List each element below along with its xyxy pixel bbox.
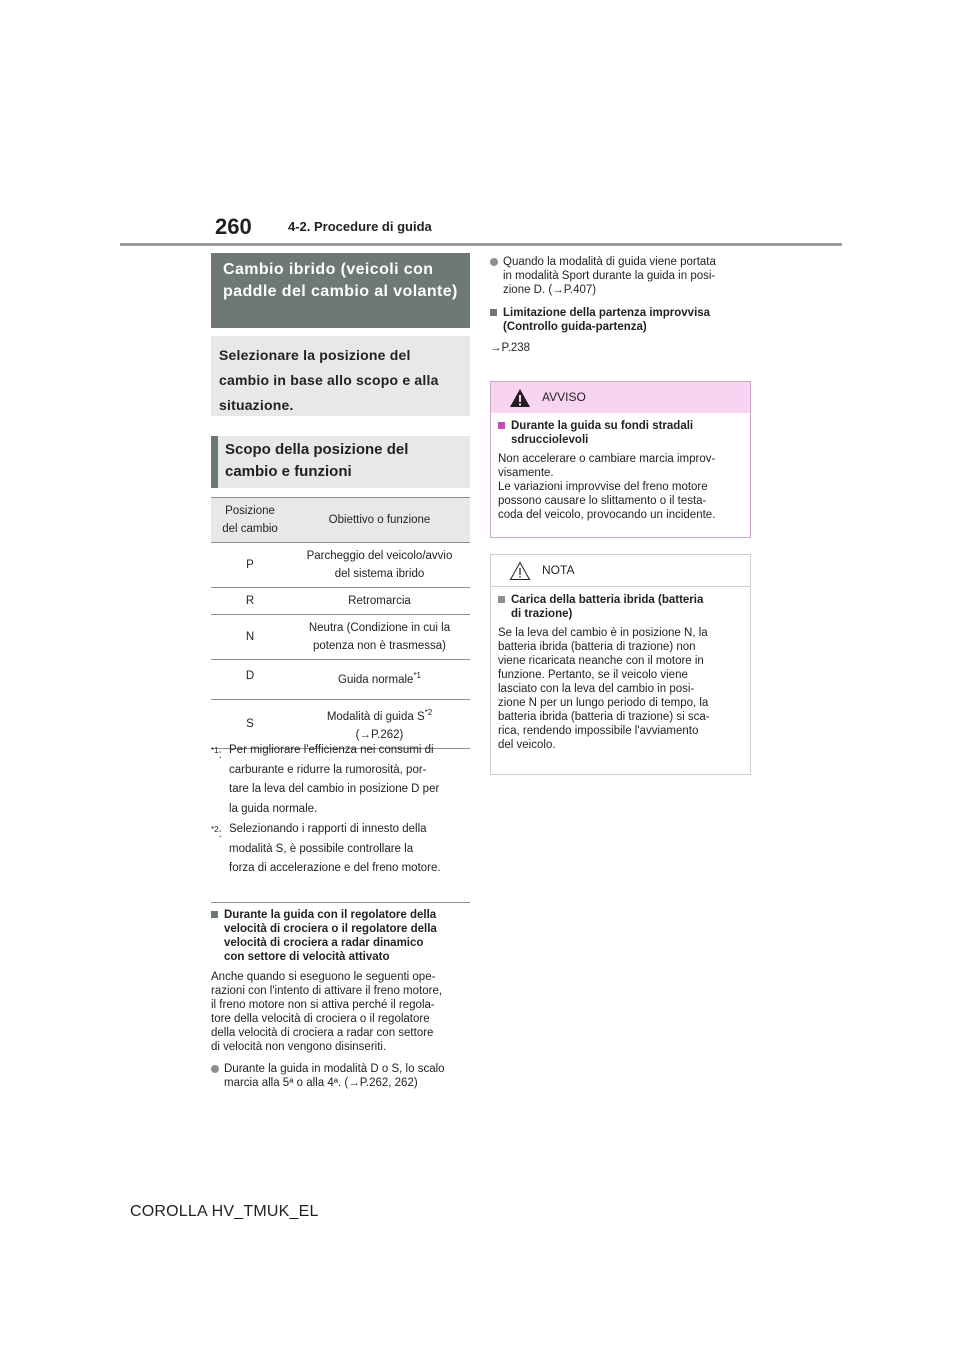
caution-triangle-icon xyxy=(509,561,531,581)
body-line: Le variazioni improvvise del freno motore xyxy=(498,481,708,493)
bullet-line: zione D. (→P.407) xyxy=(503,284,597,296)
function-line: potenza non è trasmessa) xyxy=(313,640,446,652)
body-line: di velocità non vengono disinseriti. xyxy=(211,1041,387,1053)
gear-function: Retromarcia xyxy=(289,588,470,615)
warning-box xyxy=(490,381,751,538)
function-line: Modalità di guida S xyxy=(326,710,425,723)
body-line: rica, rendendo impossibile l'avviamento xyxy=(498,725,699,737)
table-header-row xyxy=(211,498,470,543)
gear-position-table xyxy=(211,497,470,749)
footnote-line: tare la leva del cambio in posizione D per xyxy=(229,783,440,795)
heading-line: con settore di velocità attivato xyxy=(224,951,390,963)
heading-line: Durante la guida con il regolatore della xyxy=(224,909,437,921)
body-line: visamente. xyxy=(498,467,554,479)
footnote-line: carburante e ridurre la rumorosità, por- xyxy=(229,763,427,776)
footnote-line: Per migliorare l'efficienza nei consumi di xyxy=(229,744,434,756)
gear-function xyxy=(289,615,470,660)
footnote-2 xyxy=(211,820,473,879)
table-row xyxy=(211,615,470,660)
heading-line: di trazione) xyxy=(511,608,573,620)
function-line: Neutra (Condizione in cui la xyxy=(308,622,451,634)
bullet-line: Durante la guida in modalità D o S, lo scalo xyxy=(224,1063,445,1075)
divider xyxy=(211,902,470,903)
body-line: zione N per un lungo periodo di tempo, la xyxy=(498,697,709,709)
gear-function xyxy=(289,543,470,588)
body-line: batteria ibrida (batteria di trazione) non xyxy=(498,641,696,653)
bullet-line: Quando la modalità di guida viene portata xyxy=(503,256,716,268)
heading-line: Limitazione della partenza improvvisa xyxy=(503,307,711,319)
square-bullet-icon xyxy=(490,309,497,316)
gear-key: S xyxy=(211,699,289,748)
body-line: batteria ibrida (batteria di trazione) si sca- xyxy=(498,711,710,723)
warning-label: AVVISO xyxy=(542,390,586,404)
footnote-1 xyxy=(211,741,473,819)
header-line: del cambio xyxy=(222,523,278,535)
launch-control-heading xyxy=(490,306,755,334)
body-line: possono causare lo slittamento o il testa- xyxy=(498,495,707,507)
right-column-notes xyxy=(490,255,755,355)
nota-label: NOTA xyxy=(542,563,575,577)
section-heading: Cambio ibrido (veicoli con paddle del cambio al volante) xyxy=(211,253,470,328)
table-row xyxy=(211,543,470,588)
cruise-heading xyxy=(211,908,473,964)
gear-key: N xyxy=(211,615,289,660)
body-line: coda del veicolo, provocando un incidente. xyxy=(498,509,716,521)
sport-mode-bullet xyxy=(490,255,755,297)
warning-triangle-icon xyxy=(509,388,531,408)
header-divider xyxy=(120,243,842,246)
function-line: Parcheggio del veicolo/avvio xyxy=(306,550,453,562)
gear-function xyxy=(289,660,470,700)
circle-bullet-icon xyxy=(211,1065,219,1073)
body-line: Non accelerare o cambiare marcia improv- xyxy=(498,453,716,465)
nota-body xyxy=(491,587,750,752)
footnote-ref: *1 xyxy=(413,671,421,680)
heading-line: Durante la guida su fondi stradali xyxy=(511,420,694,432)
footnotes xyxy=(211,741,473,880)
page-number: 260 xyxy=(215,214,252,239)
gear-key: D xyxy=(211,660,289,700)
header-line: Posizione xyxy=(225,505,275,517)
footnote-line: Selezionando i rapporti di innesto della xyxy=(229,823,427,835)
table-row xyxy=(211,588,470,615)
heading-line: sdrucciolevoli xyxy=(511,434,589,446)
column-header-function: Obiettivo o funzione xyxy=(289,498,470,543)
gear-key: R xyxy=(211,588,289,615)
body-line: Anche quando si eseguono le seguenti ope- xyxy=(211,971,436,983)
footnote-mark: $^{*1}$: xyxy=(211,746,222,761)
body-line: del veicolo. xyxy=(498,739,556,751)
intro-text: Selezionare la posizione del cambio in base allo scopo e alla situazione. xyxy=(211,336,470,416)
cruise-bullet xyxy=(211,1062,473,1090)
square-bullet-icon xyxy=(498,422,505,429)
table-row xyxy=(211,660,470,700)
warning-heading xyxy=(498,419,743,447)
warning-body xyxy=(491,413,750,522)
body-line: il freno motore non si attiva perché il regola- xyxy=(211,999,435,1011)
cruise-control-note xyxy=(211,908,473,1090)
warning-header xyxy=(491,382,750,413)
footer-model-code: COROLLA HV_TMUK_EL xyxy=(130,1203,319,1220)
footnote-mark: $^{*2}$: xyxy=(211,825,222,840)
body-line: della velocità di crociera a radar con settore xyxy=(211,1027,434,1039)
heading-line: velocità di crociera a radar dinamico xyxy=(224,937,424,949)
footnote-line: la guida normale. xyxy=(229,802,318,815)
nota-heading xyxy=(498,593,743,621)
nota-box xyxy=(490,554,751,775)
page-reference: →P.238 xyxy=(490,342,531,354)
body-line: funzione. Pertanto, se il veicolo viene xyxy=(498,669,688,681)
column-header-position xyxy=(211,498,289,543)
gear-key: P xyxy=(211,543,289,588)
bullet-line: marcia alla 5ª o alla 4ª. (→P.262, 262) xyxy=(224,1077,418,1089)
page-reference: (→P.262) xyxy=(355,728,404,741)
circle-bullet-icon xyxy=(490,258,498,266)
section-title: 4-2. Procedure di guida xyxy=(288,219,432,234)
subsection-heading: Scopo della posizione del cambio e funzioni xyxy=(211,436,470,488)
cruise-body xyxy=(211,970,473,1054)
footnote-line: forza di accelerazione e del freno motore. xyxy=(229,862,441,874)
heading-line: velocità di crociera o il regolatore della xyxy=(224,923,437,935)
square-bullet-icon xyxy=(498,596,505,603)
heading-line: (Controllo guida-partenza) xyxy=(503,321,647,333)
body-line: razioni con l'intento di attivare il freno motore, xyxy=(211,985,443,997)
function-line: del sistema ibrido xyxy=(334,568,425,580)
body-line: lasciato con la leva del cambio in posi- xyxy=(498,683,695,695)
function-line: Guida normale xyxy=(338,673,414,686)
footnote-line: modalità S, è possibile controllare la xyxy=(229,842,414,855)
nota-header xyxy=(491,555,750,587)
heading-line: Carica della batteria ibrida (batteria xyxy=(511,594,704,606)
bullet-line: in modalità Sport durante la guida in posi- xyxy=(503,270,716,282)
body-line: viene ricaricata neanche con il motore in xyxy=(498,655,704,667)
square-bullet-icon xyxy=(211,911,218,918)
body-line: Se la leva del cambio è in posizione N, la xyxy=(498,627,708,639)
footnote-ref: *2 xyxy=(424,707,433,717)
body-line: tore della velocità di crociera o il regolatore xyxy=(211,1013,430,1025)
